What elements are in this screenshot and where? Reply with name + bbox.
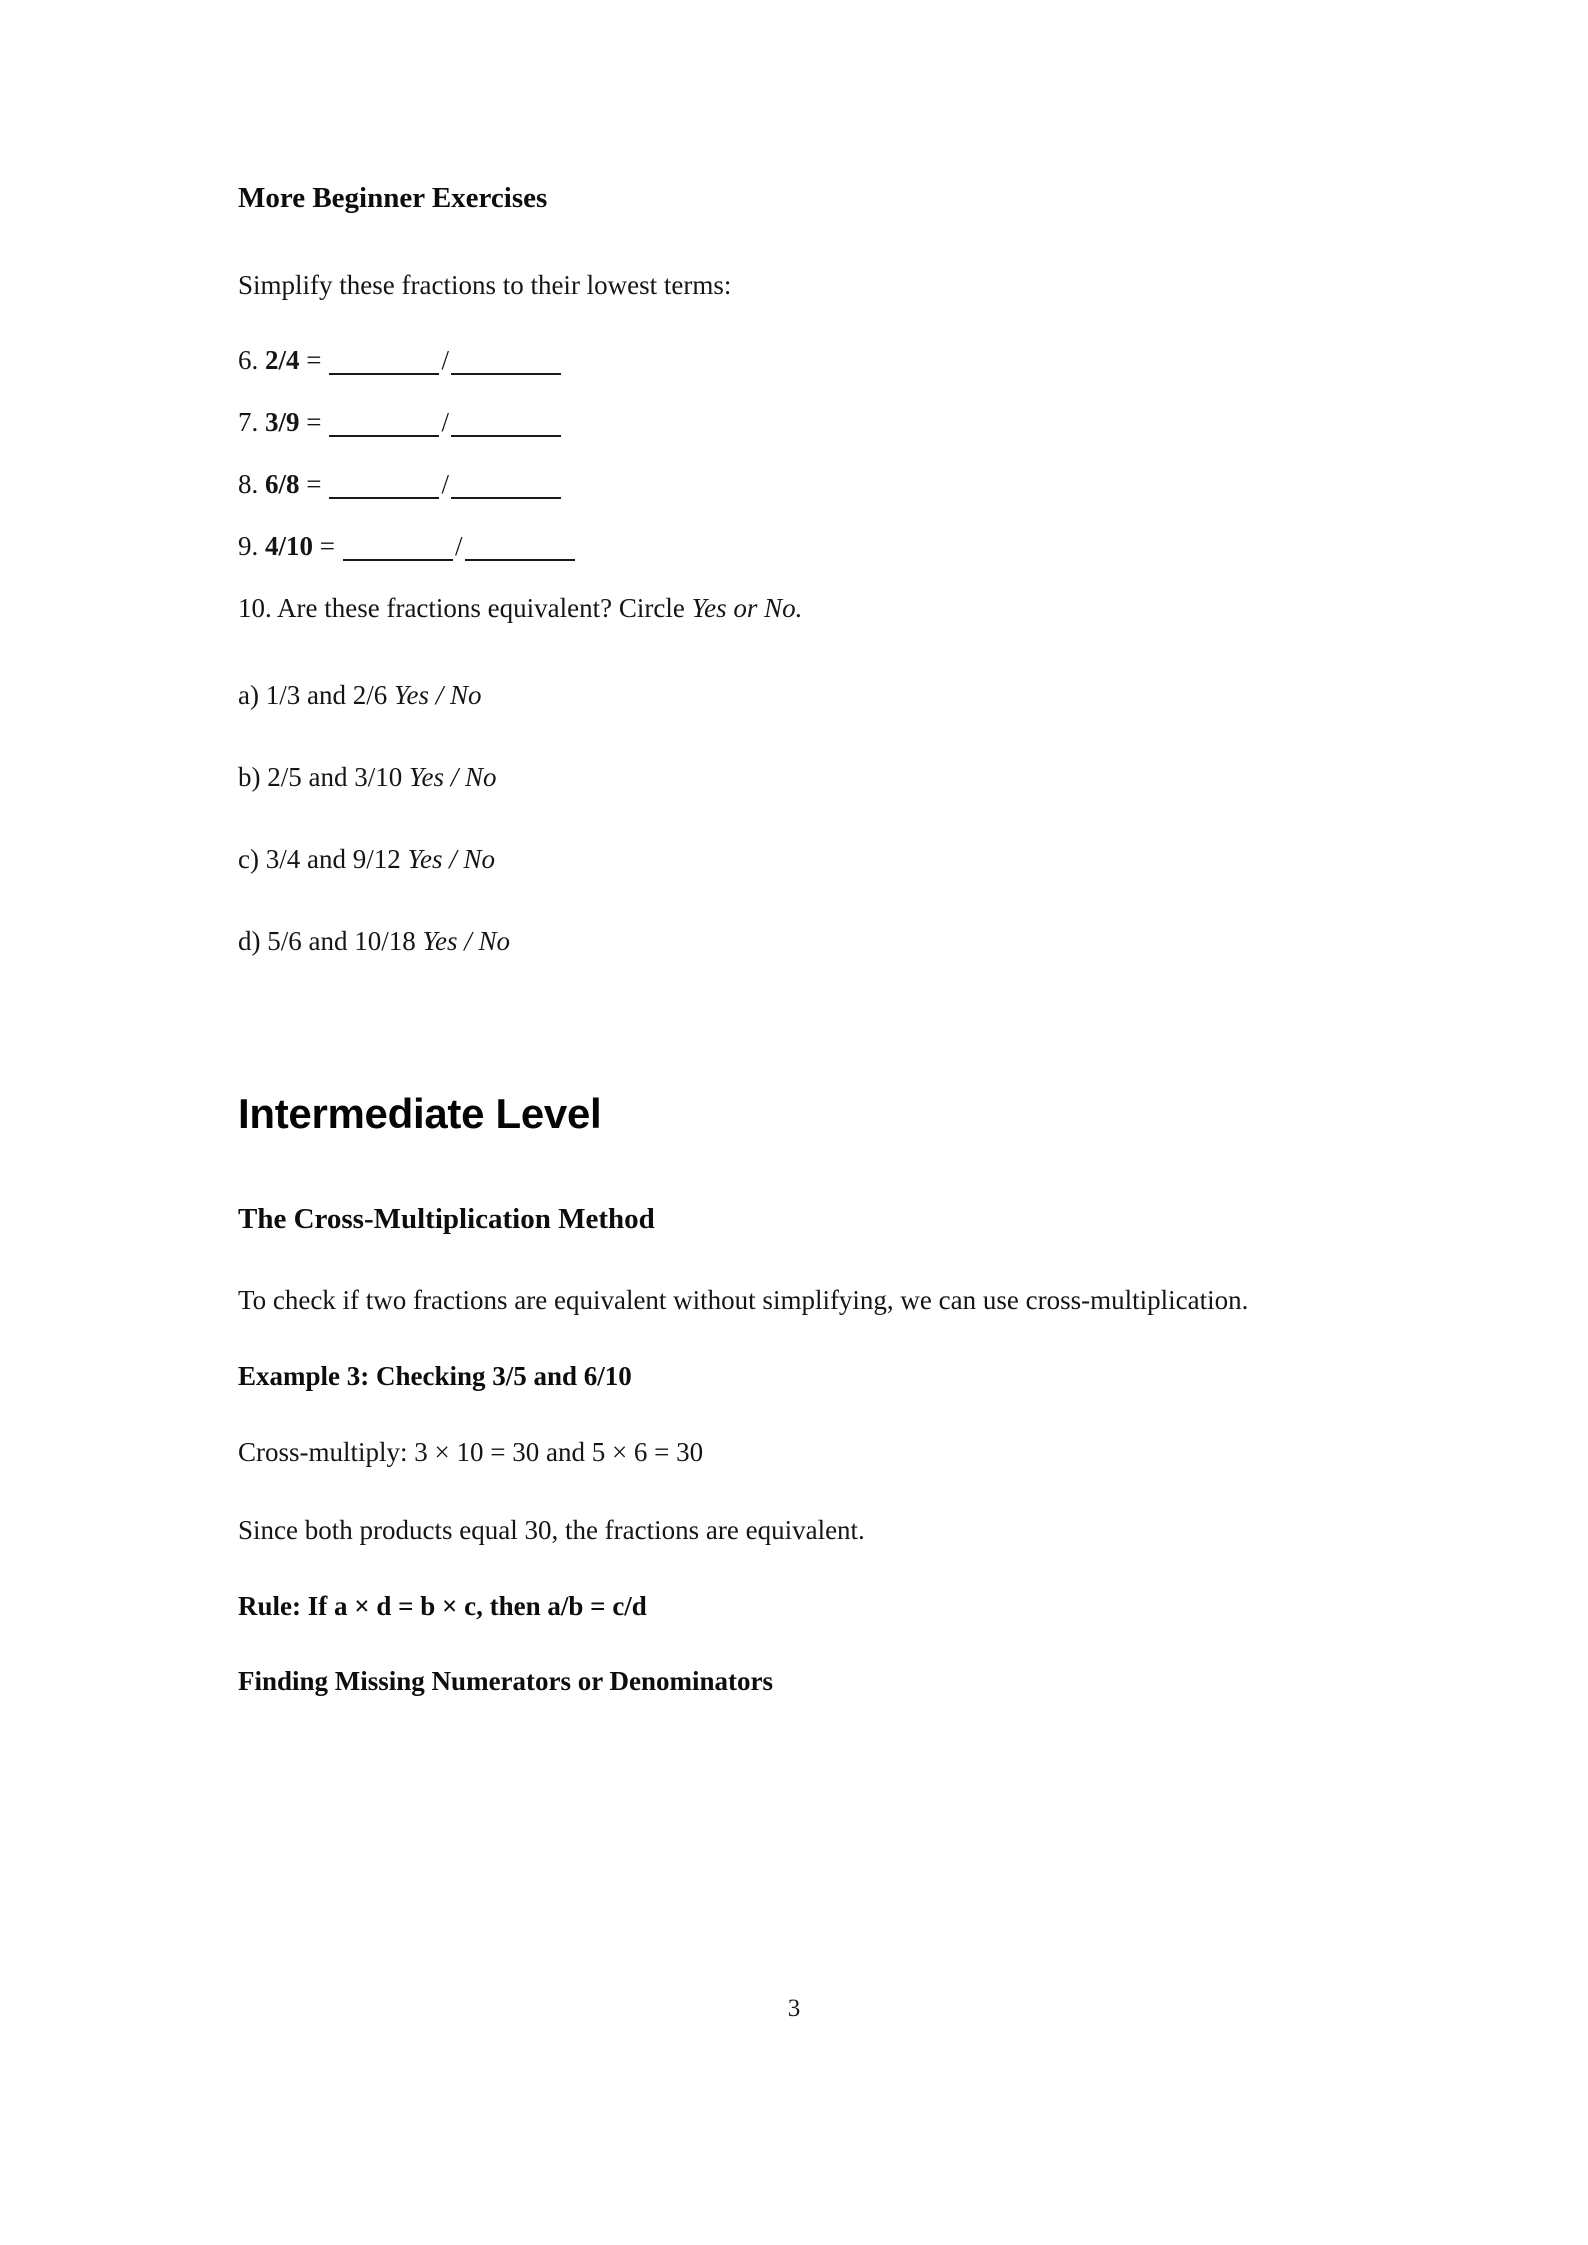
exercise-fraction: 4/10 (265, 531, 314, 562)
spacer (238, 963, 1348, 1088)
item-label: d) (238, 925, 261, 956)
item-label: c) (238, 843, 259, 874)
blank-separator: / (441, 345, 449, 376)
spacer (238, 1475, 1348, 1509)
spacer (238, 1239, 1348, 1279)
exercise-number: 9. (238, 531, 259, 562)
answer-blank-numerator[interactable] (329, 497, 439, 499)
equivalence-item-d (238, 920, 1348, 964)
exercise-fraction: 2/4 (265, 345, 300, 376)
exercise-number: 6. (238, 345, 259, 376)
subsection-heading-cross-multiplication-method: The Cross-Multiplication Method (238, 1202, 655, 1235)
spacer (238, 1397, 1348, 1431)
yes-no-choice[interactable]: Yes / No (422, 925, 511, 956)
answer-blank-numerator[interactable] (329, 435, 439, 437)
item-fractions: 5/6 and 10/18 (267, 925, 416, 956)
answer-blank-numerator[interactable] (329, 373, 439, 375)
exercise-item-9 (238, 533, 1348, 561)
spacer (238, 800, 1348, 838)
equivalence-question-list (238, 674, 1348, 963)
paragraph-cross-multiplication-intro: To check if two fractions are equivalent without simplifying, we can use cross-multiplication. (238, 1284, 1249, 1315)
page-content (238, 180, 1348, 1701)
spacer (238, 1552, 1348, 1586)
spacer (238, 437, 1348, 471)
exercise-number: 10. (238, 593, 272, 624)
yes-no-choice[interactable]: Yes / No (407, 843, 496, 874)
exercise-fraction: 6/8 (265, 469, 300, 500)
spacer (238, 218, 1348, 264)
blank-separator: / (441, 407, 449, 438)
spacer (238, 1627, 1348, 1661)
instruction-simplify: Simplify these fractions to their lowest terms: (238, 269, 732, 300)
answer-blank-denominator[interactable] (451, 497, 561, 499)
section-heading-intermediate-level: Intermediate Level (238, 1090, 602, 1138)
exercise-item-8 (238, 471, 1348, 499)
equivalence-item-a (238, 674, 1348, 718)
page-number: 3 (787, 1995, 801, 2022)
exercise-fraction: 3/9 (265, 407, 300, 438)
exercise-item-10 (238, 595, 1348, 622)
answer-blank-numerator[interactable] (343, 559, 453, 561)
exercise-number: 8. (238, 469, 259, 500)
spacer (238, 375, 1348, 409)
item-fractions: 1/3 and 2/6 (265, 680, 388, 711)
subsection-heading-finding-missing-numerators: Finding Missing Numerators or Denominators (238, 1665, 774, 1696)
spacer (238, 499, 1348, 533)
equals-sign: = (306, 345, 322, 376)
simplify-exercise-list (238, 347, 1348, 622)
yes-no-choice[interactable]: Yes / No (393, 680, 482, 711)
spacer (238, 561, 1348, 595)
item-label: a) (238, 680, 259, 711)
answer-blank-denominator[interactable] (465, 559, 575, 561)
section-heading-more-beginner-exercises: More Beginner Exercises (238, 182, 548, 214)
equals-sign: = (319, 531, 335, 562)
equivalence-item-b (238, 756, 1348, 800)
spacer (238, 882, 1348, 920)
exercise-item-6 (238, 347, 1348, 375)
example-3-heading: Example 3: Checking 3/5 and 6/10 (238, 1361, 632, 1392)
spacer (238, 718, 1348, 756)
equals-sign: = (306, 469, 322, 500)
exercise-item-7 (238, 409, 1348, 437)
example-3-cross-multiply-line: Cross-multiply: 3 × 10 = 30 and 5 × 6 = 30 (238, 1436, 704, 1467)
spacer (238, 307, 1348, 347)
answer-blank-denominator[interactable] (451, 435, 561, 437)
yes-no-choice[interactable]: Yes / No (409, 762, 497, 793)
equivalence-item-c (238, 838, 1348, 882)
blank-separator: / (441, 469, 449, 500)
question-10-prompt: Are these fractions equivalent? Circle (277, 593, 685, 624)
item-label: b) (238, 762, 261, 793)
rule-statement: Rule: If a × d = b × c, then a/b = c/d (238, 1591, 647, 1622)
question-10-prompt-italic: Yes or No. (691, 593, 803, 624)
item-fractions: 3/4 and 9/12 (265, 843, 401, 874)
exercise-number: 7. (238, 407, 259, 438)
spacer (238, 1322, 1348, 1356)
equals-sign: = (306, 407, 322, 438)
example-3-conclusion: Since both products equal 30, the fractions are equivalent. (238, 1514, 865, 1545)
answer-blank-denominator[interactable] (451, 373, 561, 375)
spacer (238, 622, 1348, 674)
blank-separator: / (454, 531, 463, 562)
spacer (238, 1141, 1348, 1201)
item-fractions: 2/5 and 3/10 (267, 762, 403, 793)
